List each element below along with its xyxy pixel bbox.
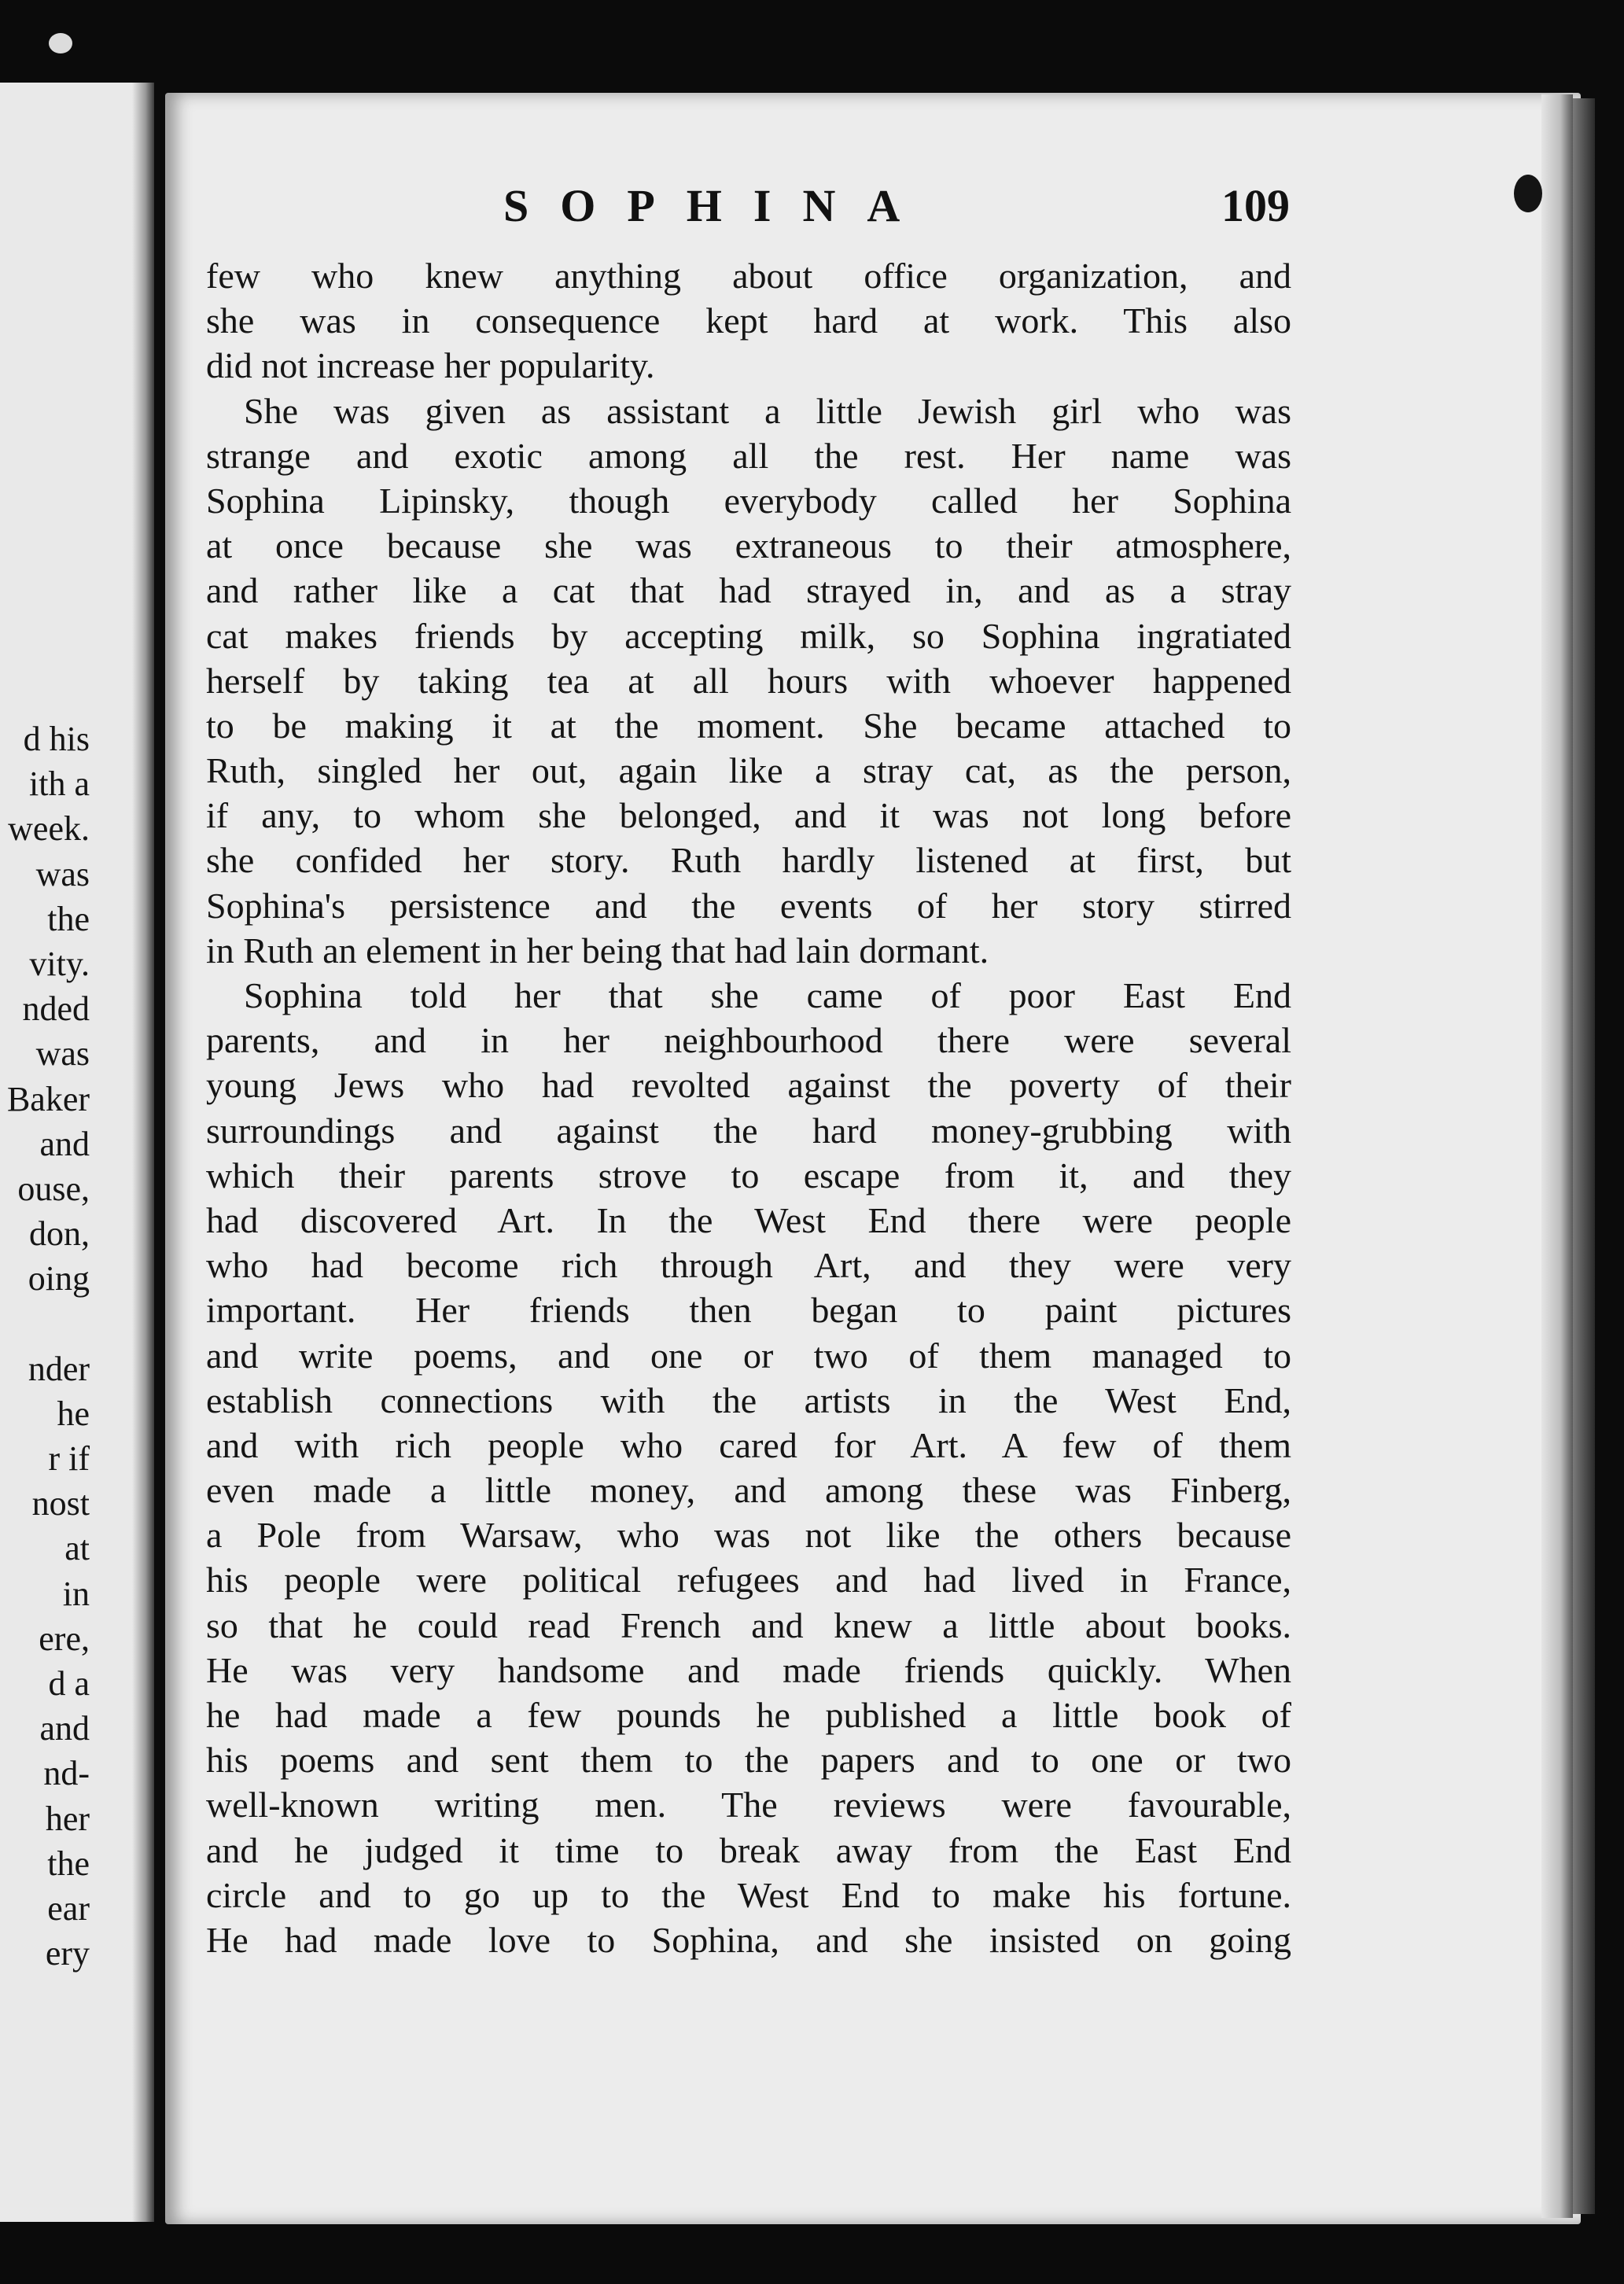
- text-line: Ruth, singled her out, again like a stray cat, as the person,: [206, 750, 1291, 791]
- running-head: SOPHINA: [503, 180, 932, 231]
- previous-page-fragment: [7, 1301, 90, 1346]
- text-line: he had made a few pounds he published a little book of: [206, 1695, 1291, 1735]
- previous-page-fragment: ery: [45, 1934, 90, 1973]
- previous-page-fragment: nost: [31, 1484, 90, 1523]
- previous-page-strip: [0, 83, 154, 2222]
- previous-page-fragment: the: [47, 899, 90, 938]
- text-line: young Jews who had revolted against the poverty of their: [206, 1065, 1291, 1106]
- page-number: 109: [1221, 180, 1290, 231]
- previous-page-fragment: nd-: [43, 1754, 90, 1793]
- text-line: and he judged it time to break away from the East End: [206, 1829, 1291, 1870]
- page-edge: [1573, 98, 1595, 2214]
- text-line: and write poems, and one or two of them managed to: [206, 1335, 1291, 1376]
- previous-page-fragment: was: [35, 1034, 90, 1074]
- previous-page-fragment: the: [47, 1844, 90, 1883]
- text-line: cat makes friends by accepting milk, so Sophina ingratiated: [206, 615, 1291, 656]
- text-line: strange and exotic among all the rest. Her name was: [206, 435, 1291, 476]
- text-line: He was very handsome and made friends quickly. When: [206, 1649, 1291, 1690]
- previous-page-fragment: don,: [29, 1214, 90, 1254]
- previous-page-fragment: r if: [48, 1439, 90, 1478]
- text-line: Sophina Lipinsky, though everybody called her Sophina: [206, 480, 1291, 521]
- text-line: circle and to go up to the West End to make his fortune.: [206, 1874, 1291, 1915]
- text-line: she confided her story. Ruth hardly listened at first, but: [206, 840, 1291, 881]
- text-line: a Pole from Warsaw, who was not like the others because: [206, 1515, 1291, 1556]
- previous-page-fragment: nded: [22, 989, 90, 1029]
- text-line: Sophina told her that she came of poor East End: [244, 975, 1291, 1015]
- page-header: [503, 179, 1290, 242]
- previous-page-fragment: ith a: [29, 764, 90, 804]
- previous-page-text: [7, 717, 90, 1976]
- text-line: and rather like a cat that had strayed in, and as a stray: [206, 570, 1291, 611]
- text-line: in Ruth an element in her being that had lain dormant.: [206, 930, 989, 971]
- previous-page-fragment: Baker: [6, 1079, 90, 1118]
- previous-page-fragment: ere,: [39, 1619, 90, 1658]
- text-line: which their parents strove to escape from it, and they: [206, 1155, 1291, 1195]
- previous-page-fragment: and: [39, 1124, 90, 1163]
- previous-page-fragment: week.: [8, 809, 90, 849]
- text-line: establish connections with the artists in the West End,: [206, 1380, 1291, 1420]
- text-line: surroundings and against the hard money-grubbing with: [206, 1110, 1291, 1151]
- previous-page-fragment: d a: [48, 1663, 90, 1703]
- text-line: his poems and sent them to the papers and to one or two: [206, 1740, 1291, 1781]
- text-line: important. Her friends then began to paint pictures: [206, 1290, 1291, 1331]
- page-curl: [1541, 94, 1573, 2218]
- text-line: She was given as assistant a little Jewish girl who was: [244, 390, 1291, 431]
- text-line: to be making it at the moment. She became attached to: [206, 705, 1291, 746]
- body-text: [206, 253, 1291, 1962]
- binding-hole: [49, 33, 72, 53]
- text-line: if any, to whom she belonged, and it was not long before: [206, 795, 1291, 836]
- text-line: who had become rich through Art, and they were very: [206, 1245, 1291, 1286]
- text-line: at once because she was extraneous to their atmosphere,: [206, 525, 1291, 566]
- previous-page-fragment: in: [62, 1574, 90, 1613]
- text-line: and with rich people who cared for Art. A few of them: [206, 1424, 1291, 1465]
- previous-page-fragment: ouse,: [17, 1169, 90, 1208]
- text-line: had discovered Art. In the West End there were people: [206, 1199, 1291, 1240]
- text-line: his people were political refugees and had lived in France,: [206, 1560, 1291, 1601]
- previous-page-fragment: he: [57, 1394, 90, 1433]
- text-line: He had made love to Sophina, and she insisted on going: [206, 1919, 1291, 1960]
- text-line: she was in consequence kept hard at work. This also: [206, 300, 1291, 341]
- text-line: did not increase her popularity.: [206, 345, 655, 386]
- previous-page-fragment: vity.: [29, 944, 90, 983]
- text-line: so that he could read French and knew a little about books.: [206, 1604, 1291, 1645]
- book-gutter: [132, 83, 154, 2222]
- text-line: parents, and in her neighbourhood there were several: [206, 1020, 1291, 1061]
- text-line: few who knew anything about office organization, and: [206, 256, 1291, 296]
- previous-page-fragment: d his: [23, 720, 90, 758]
- previous-page-fragment: nder: [28, 1349, 90, 1388]
- previous-page-fragment: oing: [28, 1259, 90, 1299]
- text-line: even made a little money, and among these was Finberg,: [206, 1470, 1291, 1511]
- previous-page-fragment: ear: [47, 1888, 90, 1928]
- text-line: Sophina's persistence and the events of her story stirred: [206, 885, 1291, 926]
- previous-page-fragment: at: [64, 1529, 90, 1568]
- ink-spot: [1514, 175, 1542, 212]
- text-line: well-known writing men. The reviews were favourable,: [206, 1785, 1291, 1825]
- previous-page-fragment: was: [35, 854, 90, 893]
- previous-page-fragment: and: [39, 1709, 90, 1748]
- text-line: herself by taking tea at all hours with whoever happened: [206, 660, 1291, 701]
- previous-page-fragment: her: [45, 1799, 90, 1838]
